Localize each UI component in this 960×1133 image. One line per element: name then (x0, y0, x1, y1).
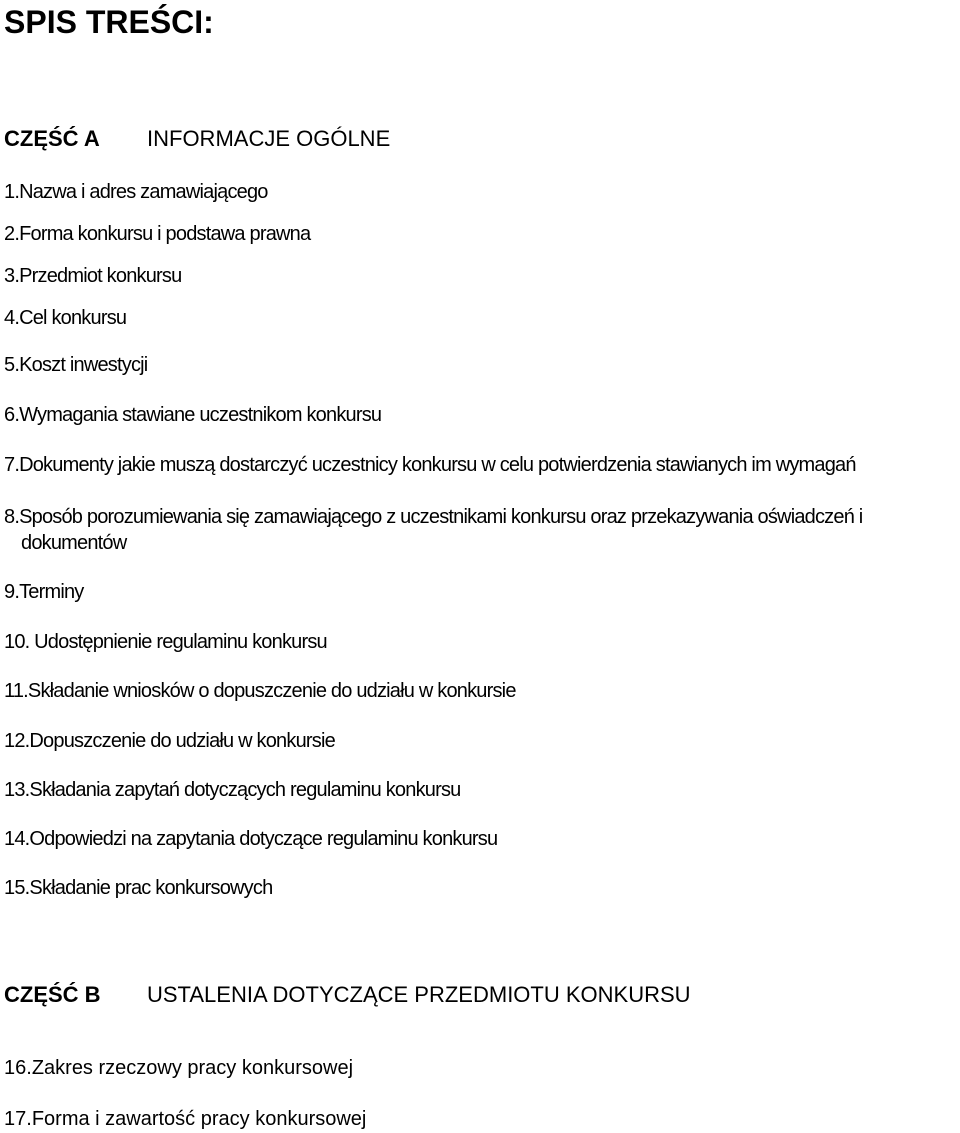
toc-item-number: 10. (4, 631, 30, 653)
toc-item-text: Cel konkursu (19, 307, 127, 329)
part-a-label: CZĘŚĆ A (4, 126, 100, 151)
toc-item-text: Dopuszczenie do udziału w konkursie (29, 730, 335, 752)
toc-item-text: Wymagania stawiane uczestnikom konkursu (19, 404, 382, 426)
toc-item-10[interactable] (4, 629, 327, 655)
toc-item-15[interactable] (4, 875, 272, 901)
toc-item-number: 9. (4, 581, 20, 603)
toc-item-5[interactable] (4, 352, 147, 378)
toc-item-6[interactable] (4, 402, 381, 428)
toc-item-number: 14. (4, 828, 30, 850)
toc-item-7[interactable] (4, 452, 856, 478)
toc-item-number: 12. (4, 730, 30, 752)
toc-item-number: 17. (4, 1108, 32, 1130)
toc-item-number: 16. (4, 1057, 32, 1079)
toc-item-text: Dokumenty jakie muszą dostarczyć uczestnicy konkursu w celu potwierdzenia stawianych im wymagań (19, 454, 856, 476)
page-title: SPIS TREŚCI: (4, 4, 214, 40)
toc-item-text: Odpowiedzi na zapytania dotyczące regulaminu konkursu (29, 828, 498, 850)
toc-item-text: Koszt inwestycji (19, 354, 148, 376)
toc-item-text: Sposób porozumiewania się zamawiającego z uczestnikami konkursu oraz przekazywania oświadczeń i (19, 506, 863, 528)
toc-item-12[interactable] (4, 728, 335, 754)
toc-item-text: Składanie prac konkursowych (29, 877, 273, 899)
toc-item-text: Przedmiot konkursu (19, 265, 182, 287)
toc-item-number: 3. (4, 265, 20, 287)
part-b-label: CZĘŚĆ B (4, 982, 101, 1007)
toc-item-2[interactable] (4, 221, 310, 247)
toc-item-text-continuation: dokumentów (21, 532, 127, 554)
toc-item-number: 6. (4, 404, 20, 426)
toc-item-number: 7. (4, 454, 20, 476)
toc-item-13[interactable] (4, 777, 460, 803)
toc-item-text: Udostępnienie regulaminu konkursu (29, 631, 327, 653)
part-b-title: USTALENIA DOTYCZĄCE PRZEDMIOTU KONKURSU (147, 982, 691, 1007)
toc-item-17[interactable] (4, 1106, 366, 1132)
toc-item-16[interactable] (4, 1055, 353, 1081)
toc-item-11[interactable] (4, 678, 516, 704)
part-a-title: INFORMACJE OGÓLNE (147, 126, 391, 151)
toc-item-text: Forma konkursu i podstawa prawna (19, 223, 311, 245)
toc-item-text: Forma i zawartość pracy konkursowej (31, 1108, 367, 1130)
toc-item-number: 11. (4, 680, 28, 702)
toc-item-8[interactable] (4, 504, 862, 556)
toc-item-number: 1. (4, 181, 20, 203)
toc-item-number: 5. (4, 354, 20, 376)
toc-item-1[interactable] (4, 179, 268, 205)
toc-item-text: Terminy (19, 581, 84, 603)
toc-item-number: 4. (4, 307, 20, 329)
toc-item-text: Składania zapytań dotyczących regulaminu konkursu (29, 779, 461, 801)
toc-item-number: 2. (4, 223, 20, 245)
toc-item-text: Zakres rzeczowy pracy konkursowej (31, 1057, 354, 1079)
toc-item-9[interactable] (4, 579, 84, 605)
toc-item-number: 8. (4, 506, 20, 528)
toc-item-3[interactable] (4, 263, 181, 289)
toc-item-14[interactable] (4, 826, 497, 852)
toc-item-text: Składanie wniosków o dopuszczenie do udziału w konkursie (27, 680, 516, 702)
toc-item-4[interactable] (4, 305, 126, 331)
toc-item-text: Nazwa i adres zamawiającego (19, 181, 268, 203)
toc-item-number: 13. (4, 779, 30, 801)
toc-item-number: 15. (4, 877, 30, 899)
